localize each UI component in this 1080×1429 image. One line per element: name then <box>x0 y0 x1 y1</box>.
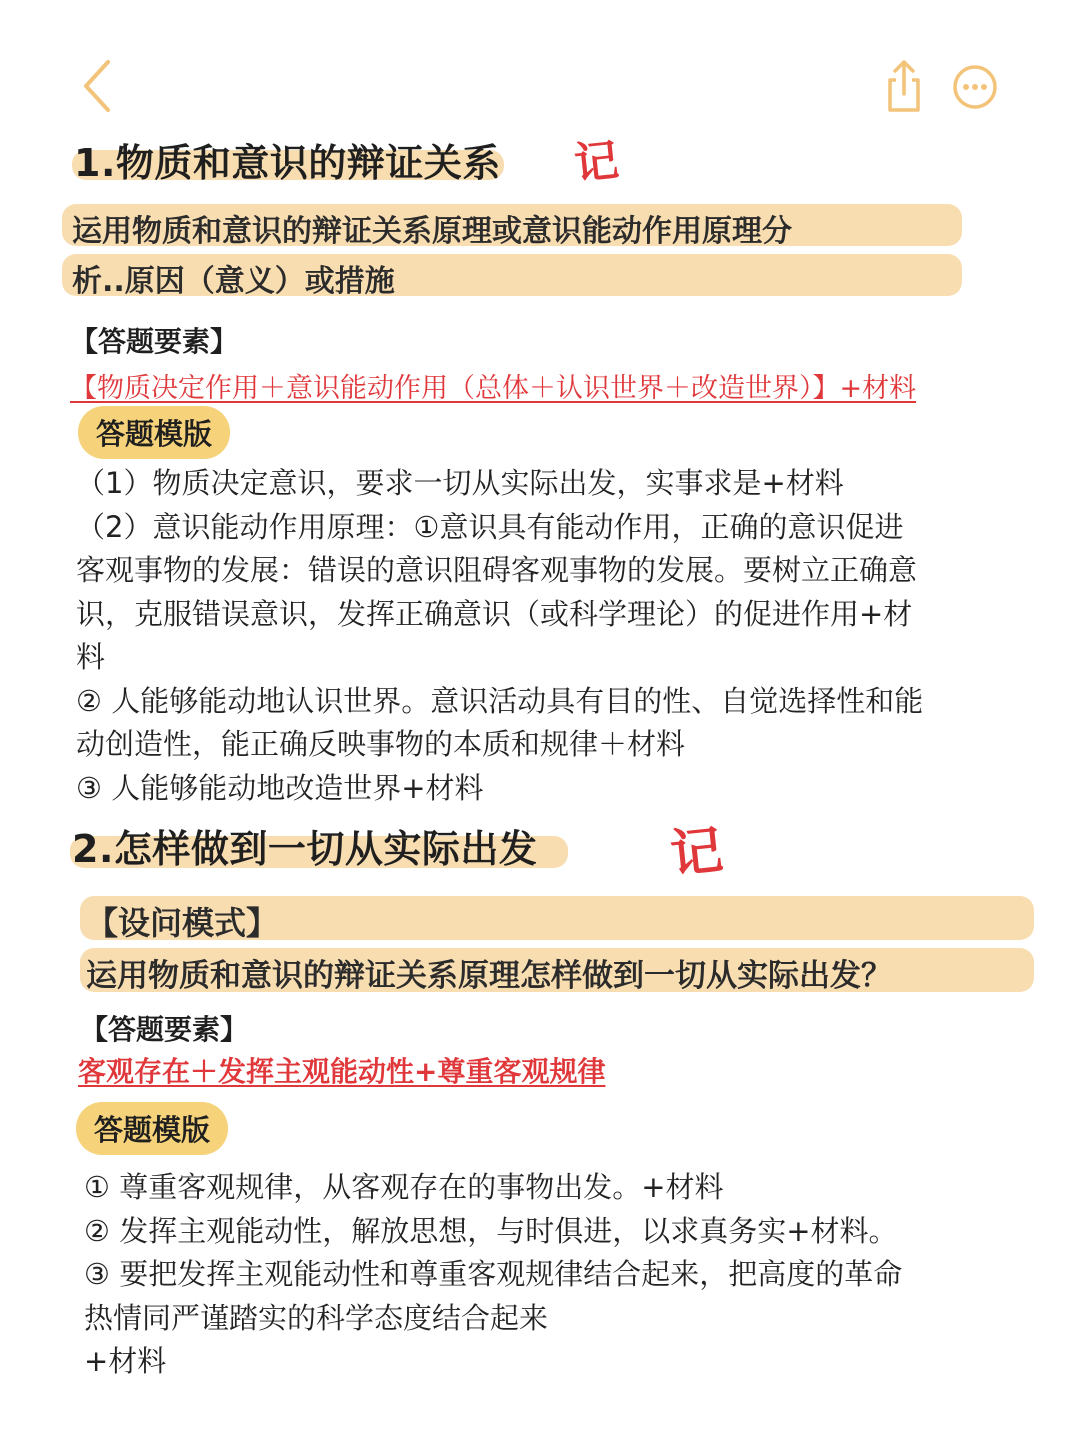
more-button[interactable] <box>952 64 998 110</box>
section2-template-label: 答题模版 <box>76 1102 228 1155</box>
body-line: ② 发挥主观能动性，解放思想，与时俱进，以求真务实+材料。 <box>84 1213 898 1248</box>
section2-elements-value: 客观存在＋发挥主观能动性+尊重客观规律 <box>78 1055 606 1088</box>
share-button[interactable] <box>884 58 924 114</box>
body-line: 动创造性，能正确反映事物的本质和规律＋材料 <box>76 727 686 761</box>
body-line: （2）意识能动作用原理：①意识具有能动作用，正确的意识促进 <box>76 509 904 544</box>
section1-subtitle-line1: 运用物质和意识的辩证关系原理或意识能动作用原理分 <box>72 214 792 249</box>
section1-elements-value: 【物质决定作用＋意识能动作用（总体＋认识世界＋改造世界）】+材料 <box>70 373 917 404</box>
section1-elements-label: 【答题要素】 <box>70 325 239 358</box>
body-line: ① 尊重客观规律，从客观存在的事物出发。+材料 <box>84 1170 724 1204</box>
chevron-left-icon <box>78 58 118 114</box>
section1-title: 1.物质和意识的辩证关系 <box>74 141 501 185</box>
section2-mark: 记 <box>667 819 726 886</box>
section2-elements-label: 【答题要素】 <box>80 1013 249 1046</box>
section1-subtitle-line2: 析..原因（意义）或措施 <box>72 264 395 299</box>
section2-body <box>84 1166 902 1384</box>
body-line: 客观事物的发展：错误的意识阻碍客观事物的发展。要树立正确意 <box>76 553 918 587</box>
back-button[interactable] <box>78 58 118 114</box>
body-line: 料 <box>76 640 106 674</box>
section2-question-label: 【设问模式】 <box>86 904 279 942</box>
body-line: ③ 人能够能动地改造世界+材料 <box>76 770 484 805</box>
section2-title: 2.怎样做到一切从实际出发 <box>72 827 538 871</box>
body-line: ③ 要把发挥主观能动性和尊重客观规律结合起来，把高度的革命 <box>84 1257 903 1291</box>
more-dots-icon <box>952 64 998 110</box>
section1-template-label: 答题模版 <box>78 406 230 459</box>
share-icon <box>884 58 924 114</box>
body-line: 识，克服错误意识，发挥正确意识（或科学理论）的促进作用+材 <box>76 596 913 631</box>
section2-question: 运用物质和意识的辩证关系原理怎样做到一切从实际出发？ <box>86 958 892 994</box>
body-line: ② 人能够能动地认识世界。意识活动具有目的性、自觉选择性和能 <box>76 683 924 718</box>
section1-body <box>76 462 923 810</box>
body-line: （1）物质决定意识，要求一切从实际出发，实事求是+材料 <box>76 466 844 500</box>
section1-mark: 记 <box>571 134 622 191</box>
body-line: 热情同严谨踏实的科学态度结合起来 <box>84 1300 549 1335</box>
body-line: +材料 <box>84 1344 167 1378</box>
